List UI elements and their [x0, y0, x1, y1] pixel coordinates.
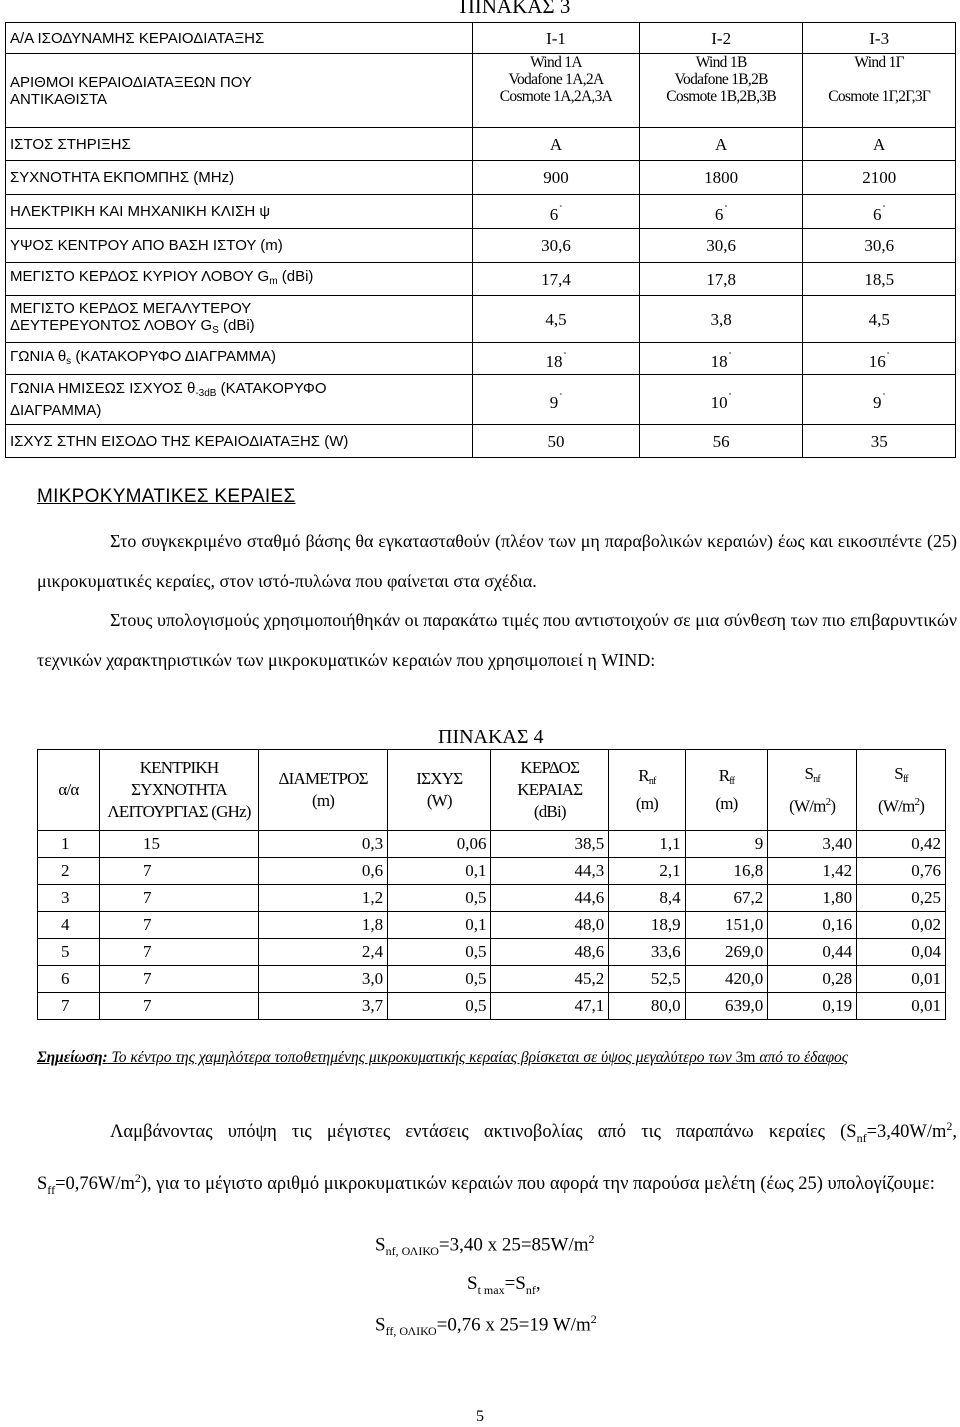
table4-cell: 0,16 — [768, 912, 857, 939]
table4-cell: 0,44 — [768, 939, 857, 966]
table4-cell: 1,42 — [768, 858, 857, 885]
table4-cell: 3,40 — [768, 831, 857, 858]
table4-cell: 16,8 — [685, 858, 768, 885]
table4-cell: 151,0 — [685, 912, 768, 939]
table3-title: ΠΙΝΑΚΑΣ 3 — [459, 0, 571, 18]
header-sff: $S_{ff}$ $(W/m^2)$ — [857, 750, 946, 831]
table4-cell: 5 — [38, 939, 100, 966]
formula-sff-total: $S_{ff, O\Lambda IKO}=0,76$ x 25=19 $W/m^2$ — [375, 1312, 597, 1339]
table4-cell: 0,6 — [259, 858, 388, 885]
table4-cell: 7 — [99, 939, 258, 966]
header-rff: $R_{ff}$ (m) — [685, 750, 768, 831]
table4-cell: 18,9 — [609, 912, 685, 939]
table3-row: ΣΥΧΝΟΤΗΤΑ ΕΚΠΟΜΠΗΣ (MHz) 900 1800 2100 — [6, 161, 956, 195]
table3-col-3: Ι-3 — [803, 23, 956, 54]
microwave-paragraph-2: Στους υπολογισμούς χρησιμοποιήθηκάν οι παρακάτω τιμές που αντιστοιχούν σε μια σύνθεση των πιο επιβαρυντικών τεχνικών χαρακτηριστικών των μικροκυματικών κεραιών που χρησιμοποιεί η WIND: — [37, 610, 957, 670]
table3-row: ΓΩΝΙΑ $\theta_s$ (ΚΑΤΑΚΟΡΥΦΟ ΔΙΑΓΡΑΜΜΑ) 18˚ 18˚ 16˚ — [6, 343, 956, 375]
table4-cell: 0,5 — [388, 939, 491, 966]
table4-row — [38, 885, 946, 912]
table4-cell: 7 — [99, 966, 258, 993]
table3-col-2: Ι-2 — [639, 23, 802, 54]
table4-cell: 7 — [99, 885, 258, 912]
table4-cell: 0,06 — [388, 831, 491, 858]
header-snf: $S_{nf}$ $(W/m^2)$ — [768, 750, 857, 831]
table3-row: ΜΕΓΙΣΤΟ ΚΕΡΔΟΣ ΚΥΡΙΟΥ ΛΟΒΟΥ $G_m$ (dBi) 17,4 17,8 18,5 — [6, 263, 956, 296]
table3-row: ΙΣΤΟΣ ΣΤΗΡΙΞΗΣ Α Α Α — [6, 128, 956, 161]
formula-snf-total: $S_{nf, O\Lambda IKO}=3,40$ x $25=85W/m^2$ — [375, 1232, 595, 1259]
table4-row — [38, 831, 946, 858]
microwave-heading: ΜΙΚΡΟΚΥΜΑΤΙΚΕΣ ΚΕΡΑΙΕΣ — [37, 486, 296, 507]
table4-cell: 3 — [38, 885, 100, 912]
table4-cell: 44,6 — [491, 885, 609, 912]
table4-cell: 0,04 — [857, 939, 946, 966]
table4-cell: 0,19 — [768, 993, 857, 1020]
table4-cell: 1,8 — [259, 912, 388, 939]
replaces-label: ΑΡΙΘΜΟΙ ΚΕΡΑΙΟΔΙΑΤΑΞΕΩΝ ΠΟΥ ΑΝΤΙΚΑΘΙΣΤΑ — [6, 54, 473, 128]
table4-cell: 7 — [38, 993, 100, 1020]
table4-cell: 2,4 — [259, 939, 388, 966]
table4-cell: 33,6 — [609, 939, 685, 966]
table3-row: ΥΨΟΣ ΚΕΝΤΡΟΥ ΑΠΟ ΒΑΣΗ ΙΣΤΟΥ (m) 30,6 30,6 30,6 — [6, 229, 956, 263]
header-index: α/α — [38, 750, 100, 831]
table4-row — [38, 912, 946, 939]
formula-st-max: $S_{t max}=S_{nf}$, — [467, 1273, 541, 1297]
table4-cell: 1,1 — [609, 831, 685, 858]
note: Σημείωση: Το κέντρο της χαμηλότερα τοποθετημένης μικροκυματικής κεραίας βρίσκεται σε ύψος μεγαλύτερο των 3m από το έδαφος — [37, 1049, 849, 1066]
table4-cell: 0,5 — [388, 966, 491, 993]
table4-row — [38, 939, 946, 966]
header-diameter: ΔΙΑΜΕΤΡΟΣ (m) — [259, 750, 388, 831]
table4-cell: 48,6 — [491, 939, 609, 966]
table4-cell: 7 — [99, 858, 258, 885]
table4-cell: 0,76 — [857, 858, 946, 885]
microwave-antenna-table — [37, 749, 946, 1020]
table4-cell: 38,5 — [491, 831, 609, 858]
table4-cell: 9 — [685, 831, 768, 858]
table4-cell: 2,1 — [609, 858, 685, 885]
table4-cell: 67,2 — [685, 885, 768, 912]
table4-cell: 52,5 — [609, 966, 685, 993]
table3-col-1: Ι-1 — [473, 23, 640, 54]
table4-cell: 3,7 — [259, 993, 388, 1020]
table4-cell: 7 — [99, 912, 258, 939]
table4-cell: 2 — [38, 858, 100, 885]
table4-title: ΠΙΝΑΚΑΣ 4 — [438, 726, 544, 748]
table4-cell: 0,3 — [259, 831, 388, 858]
table4-cell: 1,2 — [259, 885, 388, 912]
table4-cell: 0,1 — [388, 858, 491, 885]
table4-cell: 420,0 — [685, 966, 768, 993]
table4-cell: 0,5 — [388, 993, 491, 1020]
table4-row — [38, 966, 946, 993]
table4-cell: 7 — [99, 993, 258, 1020]
replaces-col-2: Wind 1B Vodafone 1B,2B Cosmote 1B,2B,3B — [639, 54, 802, 128]
conclusion-paragraph: Λαμβάνοντας υπόψη τις μέγιστες εντάσεις ακτινοβολίας από τις παραπάνω κεραίες ($S_{nf}=3,40W/m^2$, $S_{ff}=0,76W/m^2$), για το μέγιστο αριθμό μικροκυματικών κεραιών που αφορά την παρούσα μελέτη (έως 25) υπολογίζουμε: — [37, 1119, 957, 1197]
table4-cell: 47,1 — [491, 993, 609, 1020]
table4-cell: 1,80 — [768, 885, 857, 912]
table4-cell: 80,0 — [609, 993, 685, 1020]
table4-cell: 0,01 — [857, 993, 946, 1020]
table4-cell: 3,0 — [259, 966, 388, 993]
table4-cell: 4 — [38, 912, 100, 939]
table4-cell: 45,2 — [491, 966, 609, 993]
header-power: ΙΣΧΥΣ (W) — [388, 750, 491, 831]
table3-header-label: Α/Α ΙΣΟΔΥΝΑΜΗΣ ΚΕΡΑΙΟΔΙΑΤΑΞΗΣ — [6, 23, 473, 54]
table4-cell: 639,0 — [685, 993, 768, 1020]
table3-row: ΓΩΝΙΑ ΗΜΙΣΕΩΣ ΙΣΧΥΟΣ $\theta_{-3dB}$ (ΚΑΤΑΚΟΡΥΦΟ ΔΙΑΓΡΑΜΜΑ) 9˚ 10˚ 9˚ — [6, 375, 956, 425]
header-rnf: $R_{nf}$ (m) — [609, 750, 685, 831]
table4-cell: 0,1 — [388, 912, 491, 939]
antenna-config-table — [5, 22, 956, 458]
table4-cell: 6 — [38, 966, 100, 993]
table3-row: ΜΕΓΙΣΤΟ ΚΕΡΔΟΣ ΜΕΓΑΛΥΤΕΡΟΥ ΔΕΥΤΕΡΕΥΟΝΤΟΣ ΛΟΒΟΥ $G_S$ (dBi) 4,5 3,8 4,5 — [6, 296, 956, 343]
table3-row: ΙΣΧΥΣ ΣΤΗΝ ΕΙΣΟΔΟ ΤΗΣ ΚΕΡΑΙΟΔΙΑΤΑΞΗΣ (W) 50 56 35 — [6, 425, 956, 458]
microwave-paragraph-1: Στο συγκεκριμένο σταθμό βάσης θα εγκατασταθούν (πλέον των μη παραβολικών κεραιών) έως και εικοσιπέντε (25) μικροκυματικές κεραίες, στον ιστό-πυλώνα που φαίνεται στα σχέδια. — [37, 531, 957, 591]
table3-row: ΗΛΕΚΤΡΙΚΗ ΚΑΙ ΜΗΧΑΝΙΚΗ ΚΛΙΣΗ ψ 6˚ 6˚ 6˚ — [6, 195, 956, 229]
page-number: 5 — [476, 1408, 484, 1425]
table4-cell: 48,0 — [491, 912, 609, 939]
table4-cell: 0,28 — [768, 966, 857, 993]
header-gain: ΚΕΡΔΟΣ ΚΕΡΑΙΑΣ (dBi) — [491, 750, 609, 831]
replaces-col-3: Wind 1Γ Cosmote 1Γ,2Γ,3Γ — [803, 54, 956, 128]
replaces-col-1: Wind 1A Vodafone 1A,2A Cosmote 1A,2A,3A — [473, 54, 640, 128]
table4-cell: 0,5 — [388, 885, 491, 912]
table4-cell: 0,01 — [857, 966, 946, 993]
table4-header-row — [38, 750, 946, 831]
table4-cell: 8,4 — [609, 885, 685, 912]
table4-cell: 0,42 — [857, 831, 946, 858]
header-frequency: ΚΕΝΤΡΙΚΗ ΣΥΧΝΟΤΗΤΑ ΛΕΙΤΟΥΡΓΙΑΣ (GHz) — [99, 750, 258, 831]
table4-cell: 0,25 — [857, 885, 946, 912]
table4-cell: 15 — [99, 831, 258, 858]
table4-cell: 0,02 — [857, 912, 946, 939]
table4-row — [38, 993, 946, 1020]
table4-cell: 44,3 — [491, 858, 609, 885]
table4-row — [38, 858, 946, 885]
table4-cell: 269,0 — [685, 939, 768, 966]
table4-cell: 1 — [38, 831, 100, 858]
